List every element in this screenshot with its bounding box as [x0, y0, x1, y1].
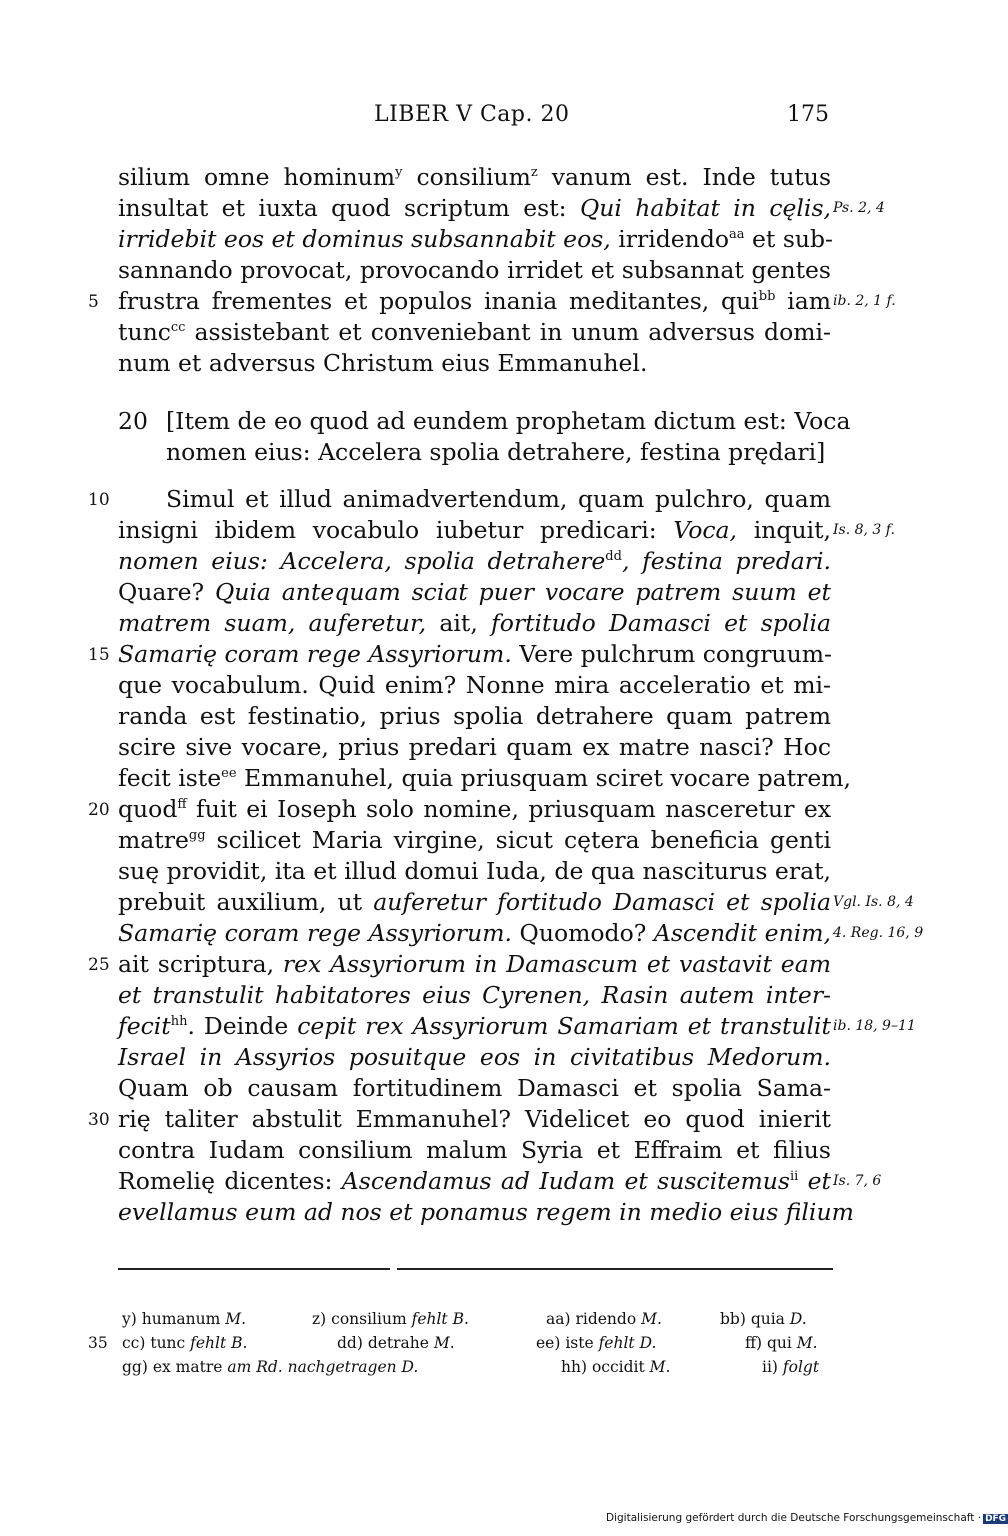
- text-line-p14: prebuit auxilium, ut auferetur fortitudo Damasci et spolia: [118, 888, 831, 916]
- chapter-number: 20: [118, 407, 148, 435]
- chapter-heading-line-1: [Item de eo quod ad eundem prophetam dictum est: Voca: [166, 407, 851, 435]
- chapter-heading-line-2: nomen eius: Accelera spolia detrahere, festina prędari]: [166, 438, 826, 466]
- text-line-p3: nomen eius: Accelera, spolia detrahere$^{dd}$, festina predari.: [118, 547, 831, 575]
- footnote-rule-right: [397, 1268, 833, 1270]
- footnote-gg: gg) ex matre am Rd. nachgetragen D.: [122, 1358, 419, 1376]
- text-line-p11: quod$^{ff}$ fuit ei Ioseph solo nomine, priusquam nasceretur ex: [118, 795, 831, 823]
- footnote-cc: cc) tunc fehlt B.: [122, 1334, 248, 1352]
- footnote-hh: hh) occidit M.: [561, 1358, 671, 1376]
- footnote-ee: ee) iste fehlt D.: [536, 1334, 657, 1352]
- text-line-p8: randa est festinatio, prius spolia detrahere quam patrem: [118, 702, 831, 730]
- text-line-7: num et adversus Christum eius Emmanuhel.: [118, 349, 648, 377]
- text-line-1: silium omne hominum$^y$ consilium$^z$ vanum est. Inde tutus: [118, 163, 832, 191]
- footnote-rule-left: [118, 1268, 390, 1270]
- text-line-3: irridebit eos et dominus subsannabit eos, irridendo$^{aa}$ et sub-: [118, 225, 834, 253]
- footnote-ff: ff) qui M.: [745, 1334, 818, 1352]
- text-line-p16: ait scriptura, rex Assyriorum in Damascum et vastavit eam: [118, 950, 831, 978]
- text-line-p20: Quam ob causam fortitudinem Damasci et spolia Sama-: [118, 1074, 831, 1102]
- text-line-2: insultat et iuxta quod scriptum est: Qui habitat in cęlis,: [118, 194, 831, 222]
- page-number: 175: [787, 102, 829, 127]
- margin-ref: 4. Reg. 16, 9: [833, 925, 924, 941]
- text-line-p15: Samarię coram rege Assyriorum. Quomodo? Ascendit enim,: [118, 919, 831, 947]
- text-line-p9: scire sive vocare, prius predari quam ex matre nasci? Hoc: [118, 733, 831, 761]
- text-line-p7: que vocabulum. Quid enim? Nonne mira acceleratio et mi-: [118, 671, 831, 699]
- text-line-p24: evellamus eum ad nos et ponamus regem in medio eius filium: [118, 1198, 854, 1226]
- text-line-p12: matre$^{gg}$ scilicet Maria virgine, sicut cętera beneficia genti: [118, 826, 831, 854]
- text-line-p6: Samarię coram rege Assyriorum. Vere pulchrum congruum-: [118, 640, 832, 668]
- footnote-y: y) humanum M.: [122, 1310, 247, 1328]
- margin-ref: Vgl. Is. 8, 4: [833, 894, 914, 910]
- footnote-aa: aa) ridendo M.: [546, 1310, 662, 1328]
- text-line-p5: matrem suam, auferetur, ait, fortitudo Damasci et spolia: [118, 609, 831, 637]
- text-line-5: frustra frementes et populos inania meditantes, qui$^{bb}$ iam: [118, 287, 832, 315]
- line-number: 25: [88, 955, 110, 975]
- margin-ref: Ps. 2, 4: [833, 200, 885, 216]
- text-line-p21: rię taliter abstulit Emmanuhel? Videlicet eo quod inierit: [118, 1105, 831, 1133]
- footnote-z: z) consilium fehlt B.: [312, 1310, 469, 1328]
- text-line-p23: Romelię dicentes: Ascendamus ad Iudam et suscitemus$^{ii}$ et: [118, 1167, 831, 1195]
- line-number: 30: [88, 1110, 110, 1130]
- line-number: 5: [88, 292, 99, 312]
- margin-ref: ib. 18, 9–11: [833, 1018, 916, 1034]
- footnote-ii: ii) folgt: [762, 1358, 820, 1376]
- text-line-6: tunc$^{cc}$ assistebant et conveniebant in unum adversus domi-: [118, 318, 831, 346]
- text-line-p4: Quare? Quia antequam sciat puer vocare patrem suum et: [118, 578, 832, 606]
- text-line-p2: insigni ibidem vocabulo iubetur predicari: Voca, inquit,: [118, 516, 832, 544]
- text-line-4: sannando provocat, provocando irridet et subsannat gentes: [118, 256, 831, 284]
- footnote-dd: dd) detrahe M.: [337, 1334, 455, 1352]
- line-number: 15: [88, 645, 110, 665]
- dfg-logo: DFG: [985, 1514, 1007, 1524]
- line-number: 35: [88, 1334, 108, 1352]
- text-line-p22: contra Iudam consilium malum Syria et Effraim et filius: [118, 1136, 831, 1164]
- text-line-p10: fecit iste$^{ee}$ Emmanuhel, quia priusquam sciret vocare patrem,: [118, 764, 851, 792]
- text-line-p18: fecit$^{hh}$. Deinde cepit rex Assyriorum Samariam et transtulit: [118, 1012, 831, 1040]
- text-line-p17: et transtulit habitatores eius Cyrenen, Rasin autem inter-: [118, 981, 831, 1009]
- text-line-p1: Simul et illud animadvertendum, quam pulchro, quam: [166, 485, 831, 513]
- text-line-p19: Israel in Assyrios posuitque eos in civitatibus Medorum.: [118, 1043, 831, 1071]
- margin-ref: Is. 7, 6: [833, 1173, 882, 1189]
- digitization-credit: Digitalisierung gefördert durch die Deutsche Forschungsgemeinschaft · DFG: [606, 1512, 1007, 1524]
- text-line-p13: suę providit, ita et illud domui Iuda, de qua nasciturus erat,: [118, 857, 831, 885]
- footnote-bb: bb) quia D.: [720, 1310, 807, 1328]
- line-number: 20: [88, 800, 110, 820]
- running-title: LIBER V Cap. 20: [374, 102, 570, 127]
- margin-ref: ib. 2, 1 f.: [833, 293, 896, 309]
- page-header: [0, 100, 1000, 140]
- margin-ref: Is. 8, 3 f.: [833, 522, 895, 538]
- line-number: 10: [88, 490, 110, 510]
